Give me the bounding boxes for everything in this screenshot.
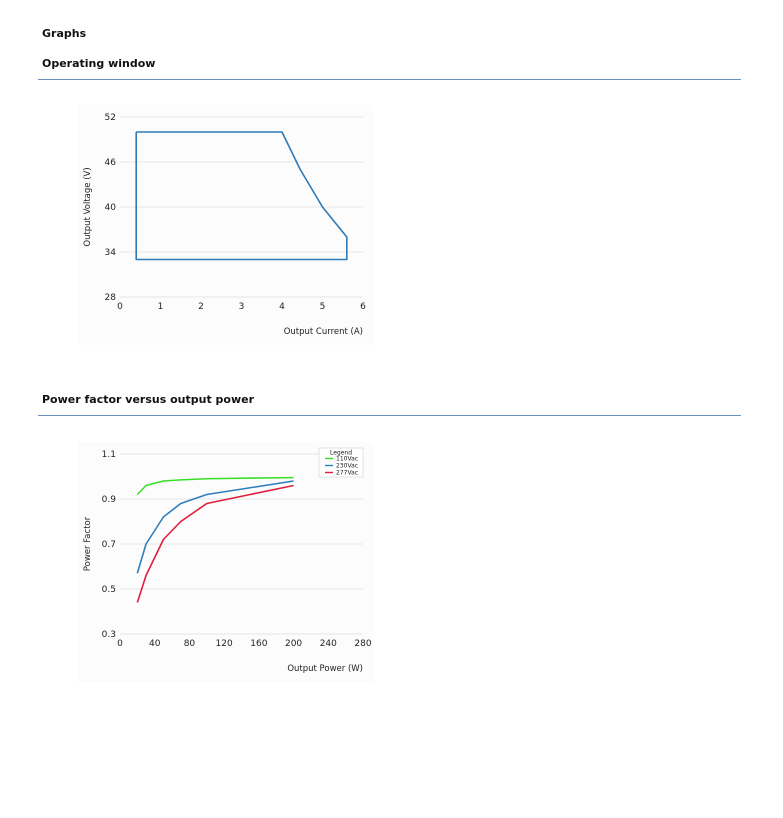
y-tick-label: 40 bbox=[104, 203, 116, 213]
x-axis-label: Output Power (W) bbox=[287, 664, 363, 674]
power-factor-plot bbox=[78, 442, 373, 682]
legend-title: Legend bbox=[329, 449, 353, 457]
power-factor-chart bbox=[78, 442, 373, 682]
y-tick-label: 0.3 bbox=[101, 630, 116, 640]
y-tick-label: 0.7 bbox=[101, 540, 116, 550]
x-tick-label: 80 bbox=[183, 639, 196, 649]
x-tick-label: 4 bbox=[279, 302, 285, 312]
legend-entry: 230Vac bbox=[336, 462, 359, 470]
section-title-operating-window: Operating window bbox=[42, 57, 156, 70]
x-axis-label: Output Current (A) bbox=[283, 327, 363, 337]
series-line-110vac bbox=[137, 478, 293, 495]
y-tick-label: 0.9 bbox=[101, 495, 116, 505]
x-tick-label: 0 bbox=[117, 302, 123, 312]
y-axis-label: Power Factor bbox=[83, 516, 93, 572]
legend-entry: 277Vac bbox=[336, 469, 359, 477]
y-tick-label: 34 bbox=[104, 248, 116, 258]
x-tick-label: 120 bbox=[215, 639, 233, 649]
chart-legend bbox=[319, 448, 363, 477]
x-tick-label: 0 bbox=[117, 639, 123, 649]
y-tick-label: 0.5 bbox=[101, 585, 116, 595]
y-tick-label: 46 bbox=[104, 158, 116, 168]
series-line-230vac bbox=[137, 481, 293, 573]
legend-entry: 110Vac bbox=[336, 455, 359, 463]
y-tick-label: 52 bbox=[104, 113, 116, 123]
page-title: Graphs bbox=[42, 27, 87, 40]
x-tick-label: 5 bbox=[319, 302, 326, 312]
section-title-power-factor: Power factor versus output power bbox=[42, 393, 255, 406]
x-tick-label: 3 bbox=[238, 302, 245, 312]
x-tick-label: 200 bbox=[284, 639, 303, 649]
operating-window-outline bbox=[136, 132, 347, 260]
x-tick-label: 6 bbox=[360, 302, 366, 312]
x-tick-label: 40 bbox=[148, 639, 161, 649]
y-tick-label: 1.1 bbox=[101, 450, 116, 460]
section-divider bbox=[38, 79, 741, 80]
section-divider bbox=[38, 415, 741, 416]
x-tick-label: 2 bbox=[198, 302, 204, 312]
x-tick-label: 240 bbox=[319, 639, 337, 649]
x-tick-label: 280 bbox=[354, 639, 372, 649]
operating-window-plot bbox=[78, 105, 373, 345]
y-tick-label: 28 bbox=[104, 293, 116, 303]
x-tick-label: 160 bbox=[250, 639, 268, 649]
x-tick-label: 1 bbox=[157, 302, 164, 312]
operating-window-chart bbox=[78, 105, 373, 345]
y-axis-label: Output Voltage (V) bbox=[83, 167, 93, 247]
